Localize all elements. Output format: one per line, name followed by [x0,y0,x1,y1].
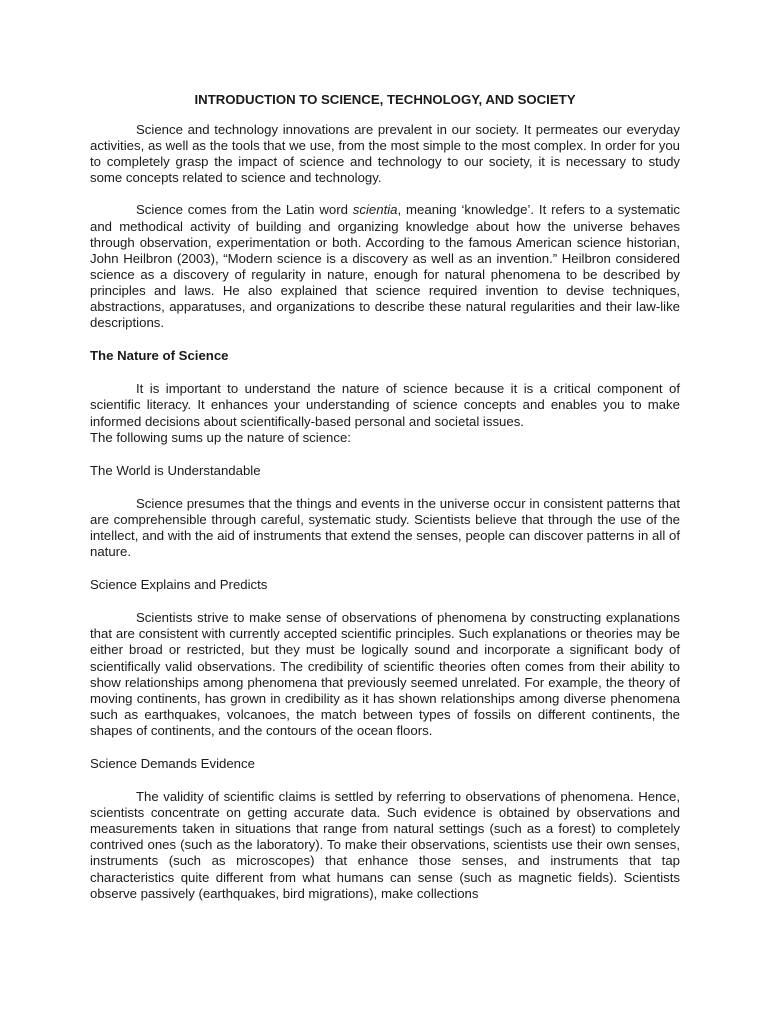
explains-paragraph: Scientists strive to make sense of observations of phenomena by constructing explanations that are consistent with currently accepted scientific principles. Such explanations or theories may be either broad or restricted, but they must be logically sound and incorporate a significant body of scientifically valid observations. The credibility of scientific theories often comes from their ability to show relationships among phenomena that previously seemed unrelated. For example, the theory of moving continents, has grown in credibility as it has shown relationships among diverse phenomena such as earthquakes, volcanoes, the match between types of fossils on different continents, the shapes of continents, and the contours of the ocean floors. [90,610,680,738]
document-page [90,92,680,902]
subheading-world: The World is Understandable [90,462,261,478]
world-paragraph: Science presumes that the things and events in the universe occur in consistent patterns that are comprehensible through careful, systematic study. Scientists believe that through the use of the intellect, and with the aid of instruments that extend the senses, people can discover patterns in all of nature. [90,495,680,560]
evidence-paragraph: The validity of scientific claims is settled by referring to observations of phenomena. Hence, scientists concentrate on getting accurate data. Such evidence is obtained by observations and measurements taken in situations that range from natural settings (such as a forest) to completely contrived ones (such as the laboratory). To make their observations, scientists use their own senses, instruments (such as microscopes) that enhance those senses, and instruments that tap characteristics quite different from what humans can sense (such as magnetic fields). Scientists observe passively (earthquakes, bird migrations), make collections [90,789,680,901]
document-title: INTRODUCTION TO SCIENCE, TECHNOLOGY, AND SOCIETY [194,92,576,107]
subheading-evidence: Science Demands Evidence [90,756,255,771]
intro-paragraph-2 [90,202,680,331]
nature-paragraph-1: It is important to understand the nature of science because it is a critical component of scientific literacy. It enhances your understanding of science concepts and enables you to make informed decisions about scientifically-based personal and societal issues. [90,381,680,429]
intro-paragraph-2-after: , meaning ‘knowledge’. It refers to a systematic and methodical activity of building and organizing knowledge about how the universe behaves through observation, experimentation or both. According to the famous American science historian, John Heilbron (2003), “Modern science is a discovery as well as an invention.” Heilbron considered science as a discovery of regularity in nature, enough for natural phenomena to be described by principles and laws. He also explained that science required invention to devise techniques, abstractions, apparatuses, and organizations to describe these natural regularities and their law-like descriptions. [90,202,680,331]
nature-paragraph-2: The following sums up the nature of science: [90,429,351,445]
latin-term: scientia [352,202,398,218]
intro-paragraph-1: Science and technology innovations are prevalent in our society. It permeates our everyday activities, as well as the tools that we use, from the most simple to the most complex. In order for you to completely grasp the impact of science and technology to our society, it is necessary to study some concepts related to science and technology. [90,122,680,186]
intro-paragraph-2-before: Science comes from the Latin word [136,202,353,218]
subheading-explains: Science Explains and Predicts [90,577,268,593]
section-heading-nature: The Nature of Science [90,348,229,364]
